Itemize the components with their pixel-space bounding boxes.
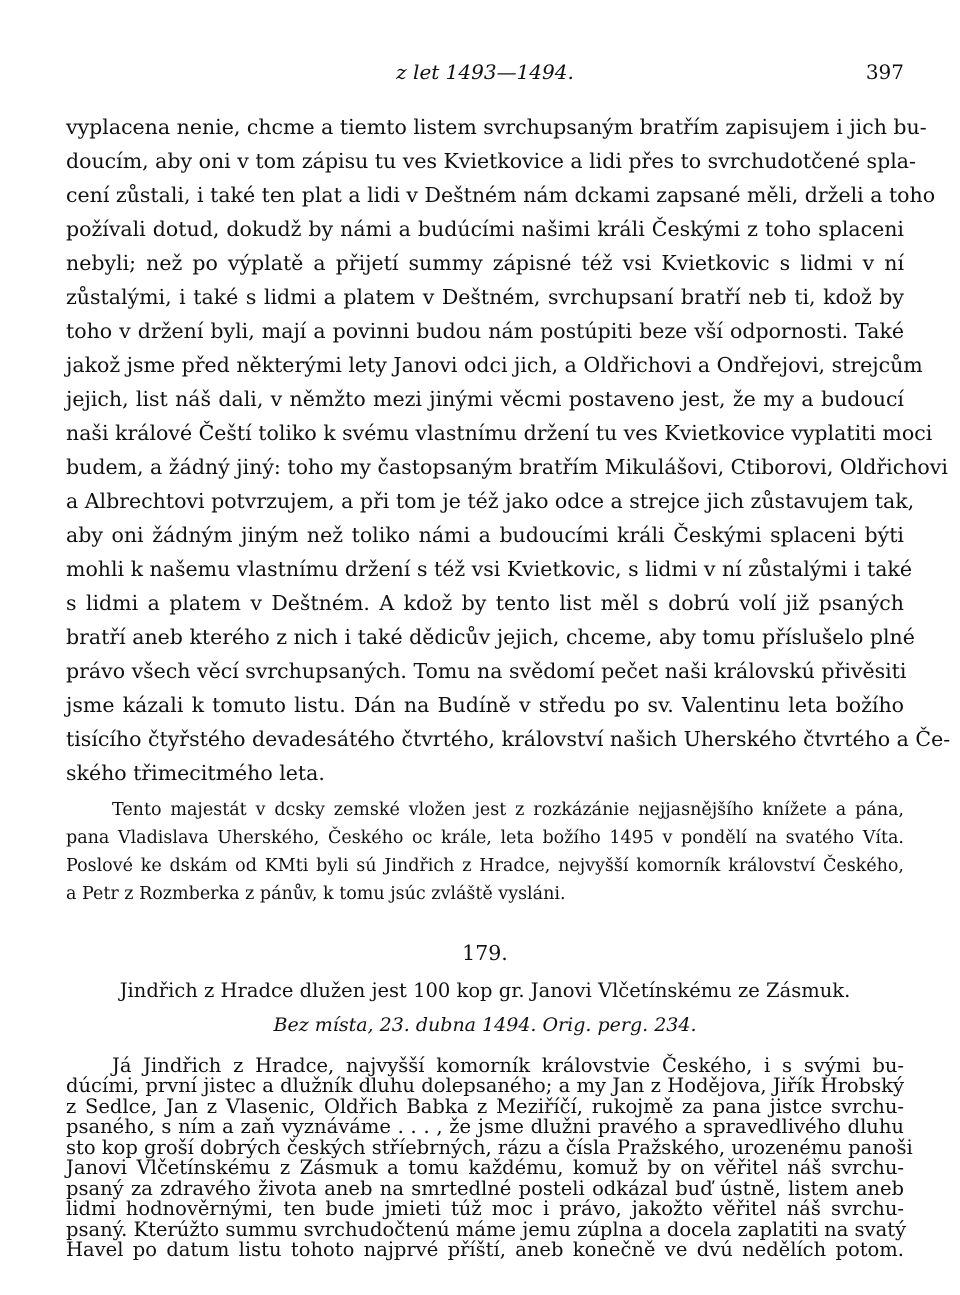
text-line: bratří aneb kterého z nich i také dědicův jejich, chceme, aby tomu příslušelo plné — [66, 625, 915, 649]
text-line: dúcími, první jistec a dlužník dluhu dolepsaného; a my Jan z Hodějova, Jiřík Hrobský — [66, 1074, 904, 1097]
text-line: mohli k našemu vlastnímu držení s též vsi Kvietkovic, s lidmi v ní zůstalými i také — [66, 557, 912, 581]
running-head: z let 1493—1494. — [396, 60, 574, 84]
text-line: psaný. Kterúžto summu svrchudočtenú máme jemu zúplna a docela zaplatiti na svatý — [66, 1218, 907, 1241]
text-line: vyplacena nenie, chcme a tiemto listem svrchupsaným bratřím zapisujem i jich bu- — [66, 115, 927, 139]
text-line: psaný za zdravého života aneb na smrtedlné posteli odkázal buď ústně, listem aneb — [66, 1177, 904, 1200]
text-line: toho v držení byli, mají a povinni budou nám postúpiti beze vší odpornosti. Také — [66, 319, 904, 343]
note-line: pana Vladislava Uherského, Českého oc krále, leta božího 1495 v pondělí na svatého Víta. — [66, 828, 904, 848]
text-line: z Sedlce, Jan z Vlasenic, Oldřich Babka z Meziříčí, rukojmě za pana jistce svrchu- — [66, 1095, 904, 1118]
text-line: požívali dotud, dokudž by námi a budúcími našimi králi Českými z toho splaceni — [66, 217, 904, 241]
text-line: zůstalými, i také s lidmi a platem v Deštném, svrchupsaní bratří neb ti, kdož by — [66, 285, 904, 309]
text-line: Já Jindřich z Hradce, najvyšší komorník královstvie Českého, i s svými bu- — [112, 1054, 904, 1077]
text-line: jsme kázali k tomuto listu. Dán na Budíně v středu po sv. Valentinu leta božího — [66, 693, 904, 717]
text-line: ského třimecitmého leta. — [66, 761, 325, 785]
note-line: Poslové ke dskám od KMti byli sú Jindřich z Hradce, nejvyšší komorník království Českého, — [66, 856, 904, 876]
text-line: psaného, s ním a zaň vyznáváme . . . , že jsme dlužni pravého a spravedlivého dluhu — [66, 1115, 904, 1138]
document-source: Bez místa, 23. dubna 1494. Orig. perg. 234. — [273, 1014, 697, 1036]
text-line: sto kop groší dobrých českých stříebrných, rázu a čísla Pražského, urozenému panoši — [66, 1136, 913, 1159]
text-line: s lidmi a platem v Deštném. A kdož by tento list měl s dobrú volí již psaných — [66, 591, 904, 615]
page-number: 397 — [865, 60, 904, 84]
text-line: právo všech věcí svrchupsaných. Tomu na svědomí pečet naši královskú přivěsiti — [66, 659, 907, 683]
document-number: 179. — [462, 941, 508, 965]
text-line: Janovi Vlčetínskému z Zásmuk a tomu každému, komuž by on věřitel náš svrchu- — [66, 1156, 904, 1179]
text-line: cení zůstali, i také ten plat a lidi v Deštném nám dckami zapsané měli, drželi a toho — [66, 183, 936, 207]
text-line: naši králové Čeští toliko k svému vlastnímu držení tu ves Kvietkovice vyplatiti moci — [66, 421, 933, 445]
text-line: nebyli; než po výplatě a přijetí summy zápisné též vsi Kvietkovic s lidmi v ní — [66, 251, 904, 275]
note-line: a Petr z Rozmberka z pánův, k tomu jsúc zvláště vysláni. — [66, 884, 566, 904]
page-header — [66, 58, 904, 88]
text-line: budem, a žádný jiný: toho my častopsaným bratřím Mikulášovi, Ctiborovi, Oldřichovi — [66, 455, 948, 479]
text-line: doucím, aby oni v tom zápisu tu ves Kvietkovice a lidi přes to svrchudotčené spla- — [66, 149, 916, 173]
note-line: Tento majestát v dcsky zemské vložen jest z rozkázánie nejjasnějšího knížete a pána, — [112, 800, 904, 820]
text-line: Havel po datum listu tohoto najprvé příští, aneb konečně ve dvú nedělích potom. — [66, 1238, 904, 1261]
text-line: jejich, list náš dali, v němžto mezi jinými věcmi postaveno jest, že my a budoucí — [66, 387, 904, 411]
text-line: aby oni žádným jiným než toliko námi a budoucími králi Českými splaceni býti — [66, 523, 904, 547]
text-line: a Albrechtovi potvrzujem, a při tom je též jako odce a strejce jich zůstavujem tak, — [66, 489, 915, 513]
text-line: tisícího čtyřstého devadesátého čtvrtého, království našich Uherského čtvrtého a Če- — [66, 727, 951, 751]
document-summary: Jindřich z Hradce dlužen jest 100 kop gr. Janovi Vlčetínskému ze Zásmuk. — [119, 979, 851, 1002]
text-line: lidmi hodnověrnými, ten bude jmieti túž moc i právo, jakožto věřitel náš svrchu- — [66, 1197, 904, 1220]
text-line: jakož jsme před některými lety Janovi odci jich, a Oldřichovi a Ondřejovi, strejcům — [66, 353, 923, 377]
